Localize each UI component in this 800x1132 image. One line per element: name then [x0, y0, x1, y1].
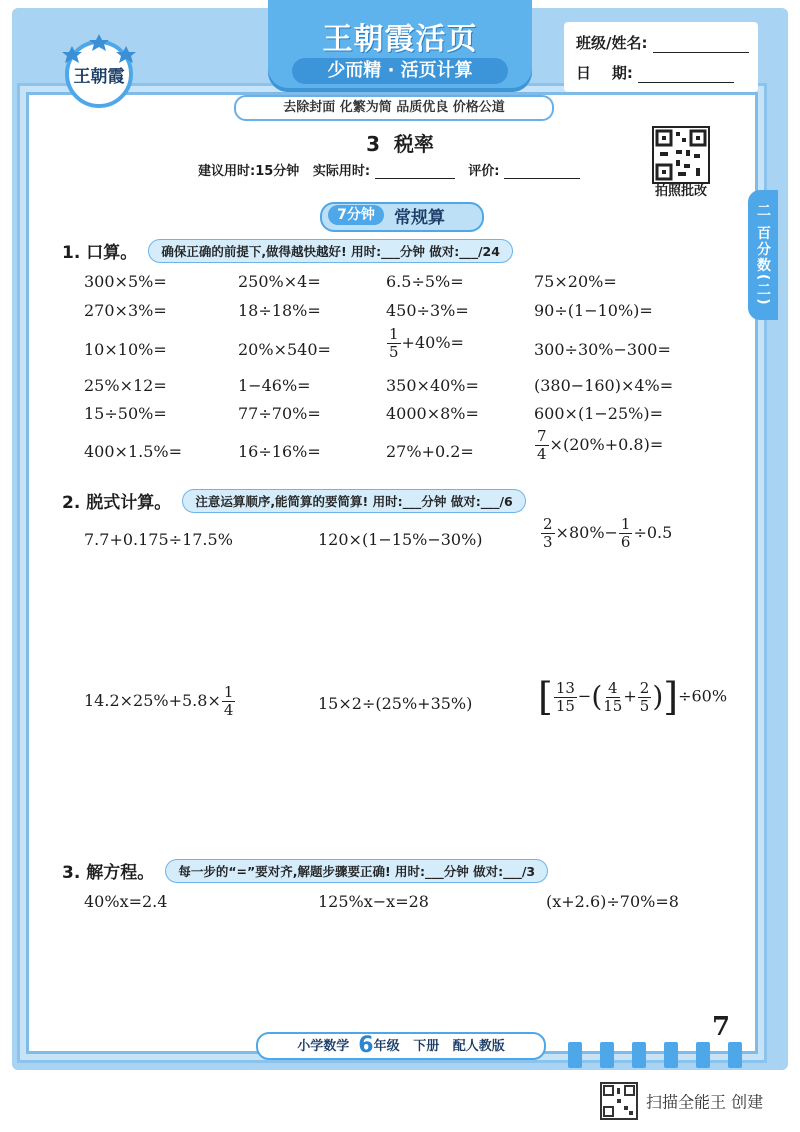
section-equation-header	[62, 858, 548, 883]
section-calc-title: 2. 脱式计算。	[62, 493, 172, 513]
oral-item: 10×10%=	[84, 340, 167, 359]
oral-item-fraction: $\frac{1}{5}$ +40%=	[389, 325, 464, 361]
section-calc-header	[62, 488, 526, 513]
section-oral-title: 1. 口算。	[62, 243, 138, 263]
oral-item: 250%×4=	[238, 272, 321, 291]
fraction: $\frac{7}{4}$	[537, 427, 547, 463]
fraction: $\frac{2}{5}$	[639, 678, 650, 715]
oral-item: 300×5%=	[84, 272, 167, 291]
footer-edition	[256, 1032, 546, 1060]
calc-item-fraction: $\frac{2}{3}$ ×80%− $\frac{1}{6}$ ÷0.5	[543, 515, 673, 551]
footer-grade: 年级	[373, 1039, 400, 1054]
scanner-watermark	[600, 1082, 763, 1118]
fraction: $\frac{2}{3}$	[543, 515, 553, 551]
publisher-logo	[52, 30, 146, 110]
oral-item: 90÷(1−10%)=	[534, 301, 653, 320]
oral-item: 4000×8%=	[386, 404, 479, 423]
fraction: $\frac{4}{15}$	[603, 678, 623, 715]
oral-item: 77÷70%=	[238, 404, 321, 423]
equation-item: (x+2.6)÷70%=8	[546, 892, 679, 911]
evaluation-field[interactable]	[504, 164, 580, 179]
page-title: 3 税率	[366, 132, 434, 156]
evaluation-label: 评价:	[468, 164, 500, 179]
class-name-label: 班级/姓名:	[576, 34, 648, 52]
fraction: $\frac{1}{6}$	[620, 515, 631, 551]
calc-item-bracket: [ $\frac{13}{15}$ −( $\frac{4}{15}$ + $\frac{2}{5}$ )]÷60%	[538, 675, 728, 719]
footer-edition-text: 配人教版	[452, 1039, 505, 1054]
qr-caption: 拍照批改	[654, 184, 707, 199]
decorative-bars	[560, 1042, 760, 1068]
section-calc-note: 注意运算顺序,能简算的要简算! 用时:___分钟 做对:___/6	[182, 489, 525, 513]
oral-item: 16÷16%=	[238, 442, 321, 461]
calc-item: 7.7+0.175÷17.5%	[84, 530, 233, 549]
oral-item: (380−160)×4%=	[534, 376, 674, 395]
oral-item: 25%×12=	[84, 376, 167, 395]
section-equation-title: 3. 解方程。	[62, 863, 155, 883]
equation-item: 125%x−x=28	[318, 892, 429, 911]
calc-item: 120×(1−15%−30%)	[318, 530, 483, 549]
brand-title: 王朝霞活页	[322, 22, 478, 57]
scanner-text: 扫描全能王 创建	[646, 1092, 764, 1112]
footer-grade-number: 6	[358, 1033, 374, 1058]
section-oral-note: 确保正确的前提下,做得越快越好! 用时:___分钟 做对:___/24	[148, 239, 513, 263]
oral-item: 18÷18%=	[238, 301, 321, 320]
brand-banner	[268, 0, 532, 92]
actual-time-label: 实际用时:	[312, 164, 371, 179]
oral-item: 300÷30%−300=	[534, 340, 671, 359]
calc-item: 15×2÷(25%+35%)	[318, 694, 473, 713]
class-name-row	[576, 32, 749, 53]
oral-item: 450÷3%=	[386, 301, 469, 320]
oral-item: 20%×540=	[238, 340, 331, 359]
actual-time-field[interactable]	[375, 164, 455, 179]
oral-item: 6.5÷5%=	[386, 272, 464, 291]
slogan: 去除封面 化繁为简 品质优良 价格公道	[234, 95, 554, 121]
calc-item-fraction: 14.2×25%+5.8× $\frac{1}{4}$	[84, 683, 234, 719]
suggested-time: 建议用时:15分钟	[198, 164, 300, 179]
brand-subtitle: 少而精 · 活页计算	[292, 58, 508, 84]
footer-subject: 小学数学	[297, 1039, 350, 1054]
chapter-side-tab: 二 百分数(二)	[748, 190, 778, 320]
oral-item: 27%+0.2=	[386, 442, 474, 461]
scanner-qr-icon	[600, 1082, 638, 1120]
oral-item: 270×3%=	[84, 301, 167, 320]
date-label: 日 期:	[576, 64, 633, 82]
section-equation-note: 每一步的“=”要对齐,解题步骤要正确! 用时:___分钟 做对:___/3	[165, 859, 548, 883]
logo-text: 王朝霞	[73, 67, 125, 87]
footer-volume: 下册	[413, 1039, 440, 1054]
oral-item: 600×(1−25%)=	[534, 404, 663, 423]
class-name-field[interactable]	[653, 36, 749, 53]
fraction: $\frac{1}{5}$	[389, 325, 399, 361]
date-row	[576, 62, 734, 83]
oral-item: 1−46%=	[238, 376, 311, 395]
fraction: $\frac{13}{15}$	[555, 678, 575, 715]
chip-label: 常规算	[394, 208, 445, 228]
oral-item: 15÷50%=	[84, 404, 167, 423]
time-meta	[198, 160, 580, 179]
qr-code-icon[interactable]	[652, 126, 710, 184]
date-field[interactable]	[638, 66, 734, 83]
fraction: $\frac{1}{4}$	[223, 683, 234, 719]
section-oral-header	[62, 238, 513, 263]
student-info-box	[564, 22, 758, 92]
page-number: 7	[712, 1012, 731, 1042]
oral-item: 400×1.5%=	[84, 442, 182, 461]
section-chip	[300, 202, 496, 228]
oral-item: 75×20%=	[534, 272, 617, 291]
equation-item: 40%x=2.4	[84, 892, 168, 911]
oral-item: 350×40%=	[386, 376, 479, 395]
oral-item-fraction: $\frac{7}{4}$ ×(20%+0.8)=	[537, 427, 664, 463]
chip-minutes: 7分钟	[328, 205, 384, 225]
